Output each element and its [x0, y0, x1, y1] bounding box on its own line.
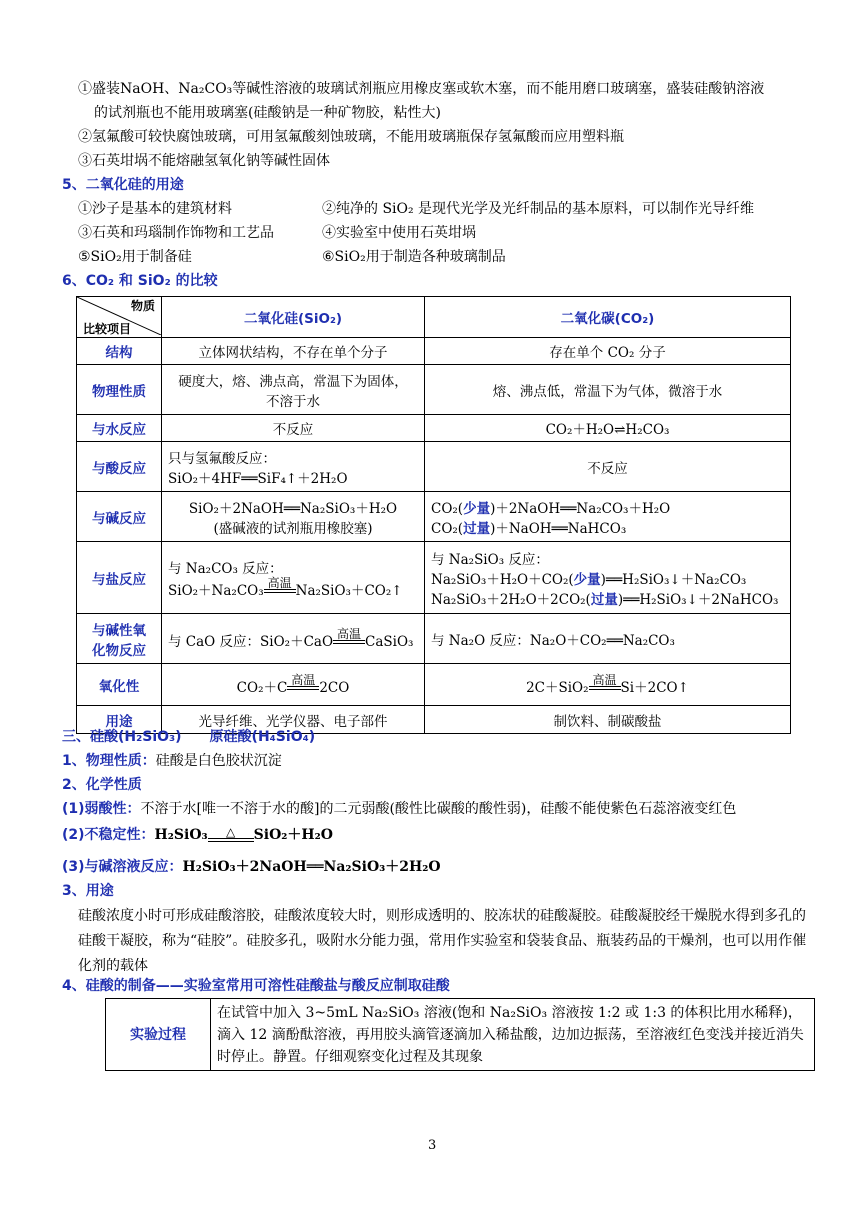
cell-line: (盛碱液的试剂瓶用橡胶塞)	[213, 520, 373, 537]
table-row	[77, 614, 791, 664]
condition-arrow	[589, 674, 621, 696]
condition-arrow	[208, 826, 254, 848]
row-label: 实验过程	[106, 999, 211, 1071]
cell: 存在单个 CO₂ 分子	[425, 338, 791, 365]
cell: 立体网状结构，不存在单个分子	[162, 338, 425, 365]
preparation-title: 4、硅酸的制备——实验室常用可溶性硅酸盐与酸反应制取硅酸	[62, 978, 450, 994]
text: )══H₂SiO₃↓＋2NaHCO₃	[617, 591, 779, 608]
text: 2C＋SiO₂	[526, 679, 589, 696]
cell	[162, 664, 425, 706]
cell	[162, 365, 425, 415]
subheading: (3)与碱溶液反应：	[62, 859, 183, 875]
experiment-table	[105, 998, 815, 1071]
section-6-title: 6、CO₂ 和 SiO₂ 的比较	[62, 273, 218, 289]
use-6: ⑥SiO₂用于制造各种玻璃制品	[322, 249, 506, 265]
cell: 不反应	[162, 415, 425, 442]
cell-line: 不溶于水	[266, 393, 320, 410]
cell: 在试管中加入 3~5mL Na₂SiO₃ 溶液(饱和 Na₂SiO₃ 溶液按 1:2 或 1:3 的体积比用水稀释)，滴入 12 滴酚酞溶液，再用胶头滴管逐滴加入稀盐酸，边加边振荡，至溶液红色变浅并接近消失时停止。静置。仔细观察变化过程及其现象	[211, 999, 815, 1071]
cell: CO₂＋H₂O⇌H₂CO₃	[425, 415, 791, 442]
uses-paragraph: 硅酸浓度小时可形成硅酸溶胶，硅酸浓度较大时，则形成透明的、胶冻状的硅酸凝胶。硅酸凝胶经干燥脱水得到多孔的硅酸干凝胶，称为“硅胶”。硅胶多孔，吸附水分能力强，常用作实验室和袋装食品、瓶装药品的干燥剂，也可以用作催化剂的载体	[78, 908, 807, 974]
cell	[162, 542, 425, 614]
header-sio2: 二氧化硅(SiO₂)	[162, 297, 425, 338]
table-row	[77, 365, 791, 415]
cell-line	[431, 568, 784, 588]
use-5: ⑤SiO₂用于制备硅	[78, 249, 192, 265]
row-label: 与盐反应	[77, 542, 162, 614]
note-3: ③石英坩埚不能熔融氢氧化钠等碱性固体	[78, 153, 330, 169]
cell-line	[431, 517, 784, 537]
cell-line: 与 Na₂CO₃ 反应：	[168, 560, 283, 577]
cell: 与 Na₂O 反应：Na₂O＋CO₂══Na₂CO₃	[425, 614, 791, 664]
text: SiO₂＋Na₂CO₃	[168, 582, 264, 599]
instability	[62, 822, 333, 848]
condition-label: 高温	[291, 672, 316, 687]
text: CaSiO₃	[365, 633, 414, 650]
subheading: (2)不稳定性：	[62, 827, 155, 843]
row-label: 物理性质	[77, 365, 162, 415]
text: 不溶于水[唯一不溶于水的酸]的二元弱酸(酸性比碳酸的酸性弱)，硅酸不能使紫色石蕊溶液变红色	[140, 801, 737, 817]
table-row	[77, 542, 791, 614]
amount-tag: 过量	[590, 591, 618, 608]
text: )＋2NaOH══Na₂CO₃＋H₂O	[490, 500, 671, 517]
section-5-title: 5、二氧化硅的用途	[62, 177, 184, 193]
note-1b: 的试剂瓶也不能用玻璃塞(硅酸钠是一种矿物胶，粘性大)	[94, 105, 441, 121]
comparison-table	[76, 296, 791, 734]
condition-label: 高温	[337, 626, 362, 641]
note-2: ②氢氟酸可较快腐蚀玻璃，可用氢氟酸刻蚀玻璃，不能用玻璃瓶保存氢氟酸而应用塑料瓶	[78, 129, 624, 145]
condition-arrow	[264, 577, 296, 599]
cell	[425, 492, 791, 542]
table-row	[77, 492, 791, 542]
cell: 不反应	[425, 442, 791, 492]
text: 硅酸是白色胶状沉淀	[155, 753, 282, 769]
cell-line: SiO₂＋4HF══SiF₄↑＋2H₂O	[168, 470, 348, 487]
cell	[162, 614, 425, 664]
text: Si＋2CO↑	[620, 679, 689, 696]
text: 2CO	[319, 679, 350, 696]
cell	[162, 492, 425, 542]
uses-title: 3、用途	[62, 883, 114, 899]
condition-label: △	[226, 825, 236, 839]
cell	[162, 442, 425, 492]
use-4: ④实验室中使用石英坩埚	[322, 225, 476, 241]
cell: 熔、沸点低，常温下为气体，微溶于水	[425, 365, 791, 415]
table-row	[106, 999, 815, 1071]
corner-cell	[77, 297, 162, 338]
weak-acid	[62, 798, 736, 821]
cell-line	[431, 497, 784, 517]
text: H₂SiO₃	[154, 827, 208, 843]
row-label: 用途	[77, 706, 162, 734]
label-line: 与碱性氧	[92, 622, 146, 639]
text: Na₂SiO₃＋2H₂O＋2CO₂(	[431, 591, 591, 608]
text: )══H₂SiO₃↓＋Na₂CO₃	[600, 571, 747, 588]
page-number: 3	[428, 1138, 437, 1153]
text: Na₂SiO₃＋CO₂↑	[295, 582, 403, 599]
use-3: ③石英和玛瑙制作饰物和工艺品	[78, 225, 274, 241]
amount-tag: 少量	[573, 571, 601, 588]
text: SiO₂＋H₂O	[253, 827, 333, 843]
text: H₂SiO₃＋2NaOH══Na₂SiO₃＋2H₂O	[182, 859, 441, 875]
cell: 制饮料、制碳酸盐	[425, 706, 791, 734]
condition-arrow	[333, 628, 365, 650]
row-label: 与水反应	[77, 415, 162, 442]
cell-line: 只与氢氟酸反应：	[168, 450, 276, 467]
cell-line	[431, 588, 784, 608]
physical-property	[62, 750, 282, 773]
text: )＋NaOH══NaHCO₃	[490, 520, 627, 537]
table-row	[77, 415, 791, 442]
table-row	[77, 442, 791, 492]
cell: 光导纤维、光学仪器、电子部件	[162, 706, 425, 734]
chemical-property-title: 2、化学性质	[62, 777, 142, 793]
header-co2: 二氧化碳(CO₂)	[425, 297, 791, 338]
amount-tag: 少量	[463, 500, 491, 517]
row-label: 与碱反应	[77, 492, 162, 542]
cell	[425, 542, 791, 614]
label-line: 化物反应	[92, 642, 146, 659]
cell-line: SiO₂＋2NaOH══Na₂SiO₃＋H₂O	[188, 500, 398, 517]
cell	[425, 664, 791, 706]
base-reaction	[62, 856, 441, 879]
note-1a: ①盛装NaOH、Na₂CO₃等碱性溶液的玻璃试剂瓶应用橡皮塞或软木塞，而不能用磨口玻璃塞，盛装硅酸钠溶液	[78, 81, 765, 97]
text: CO₂(	[431, 500, 464, 517]
text: CO₂＋C	[236, 679, 288, 696]
amount-tag: 过量	[463, 520, 491, 537]
condition-arrow	[287, 674, 319, 696]
cell-line: 硬度大，熔、沸点高，常温下为固体，	[178, 373, 408, 390]
table-row	[77, 338, 791, 365]
corner-bottom-label: 比较项目	[83, 322, 132, 336]
row-label: 与酸反应	[77, 442, 162, 492]
section-3-title: 三、硅酸(H₂SiO₃) 原硅酸(H₄SiO₄)	[62, 729, 316, 745]
cell-line	[168, 577, 418, 599]
row-label	[77, 614, 162, 664]
text: CO₂(	[431, 520, 464, 537]
table-row	[77, 664, 791, 706]
text: 与 CaO 反应：SiO₂＋CaO	[168, 633, 334, 650]
condition-label: 高温	[592, 672, 617, 687]
text: Na₂SiO₃＋H₂O＋CO₂(	[431, 571, 574, 588]
row-label: 结构	[77, 338, 162, 365]
corner-top-label: 物质	[130, 299, 155, 313]
use-1: ①沙子是基本的建筑材料	[78, 201, 232, 217]
condition-label: 高温	[267, 575, 292, 590]
use-2: ②纯净的 SiO₂ 是现代光学及光纤制品的基本原料，可以制作光导纤维	[322, 201, 755, 217]
cell-line: 与 Na₂SiO₃ 反应：	[431, 551, 549, 568]
subheading: (1)弱酸性：	[62, 801, 141, 817]
subheading: 1、物理性质：	[62, 753, 156, 769]
row-label: 氧化性	[77, 664, 162, 706]
